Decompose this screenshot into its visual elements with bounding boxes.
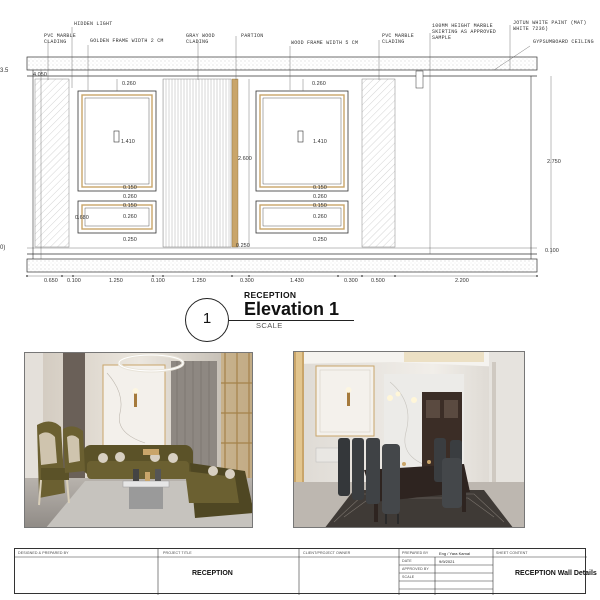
- dim-bottom-3: 0.100: [151, 278, 165, 284]
- gray-wood-cladding: [163, 79, 231, 247]
- callout-jotun-paint: JOTUN WHITE PAINT (MAT) WHITE 7236): [513, 20, 587, 32]
- dim-left-mid3: 0.150: [123, 203, 137, 209]
- view-caption: RECEPTION: [244, 290, 297, 300]
- dim-left-side: 0.680: [75, 215, 89, 221]
- date-value: 9/9/2021: [439, 559, 455, 564]
- dim-total-height: 2.750: [547, 159, 561, 165]
- view-title: Elevation 1: [244, 299, 340, 319]
- project-title: RECEPTION: [192, 570, 233, 577]
- dim-bottom-2: 1.250: [109, 278, 123, 284]
- dim-right-lower: 0.260: [313, 214, 327, 220]
- callout-skirting: 100MM HEIGHT MARBLE SKIRTING AS APPROVED SAMPLE: [432, 23, 497, 41]
- pvc-marble-right: [362, 79, 395, 247]
- dim-left-bottom: 0.250: [123, 237, 137, 243]
- right-wall-panel: [256, 91, 348, 233]
- callout-pvc-marble-left: PVC MARBLE CLADING: [44, 33, 77, 45]
- dim-left-center: 1.410: [121, 139, 135, 145]
- dim-right-mid3: 0.150: [313, 203, 327, 209]
- callout-gypsum-ceiling: GYPSUMBOARD CEILING: [533, 39, 594, 45]
- approved-label: APPROVED BY: [402, 567, 429, 571]
- client-label: CLIENT/PROJECT OWNER: [303, 551, 351, 555]
- dim-left-lower: 0.260: [123, 214, 137, 220]
- designed-label: DESIGNED & PREPARED BY: [18, 551, 69, 555]
- dim-right-mid1: 0.150: [313, 185, 327, 191]
- title-block: [14, 548, 597, 594]
- callout-wood-frame: WOOD FRAME WIDTH 5 CM: [291, 40, 359, 46]
- level-bottom: 0): [0, 245, 6, 251]
- callout-partion: PARTION: [241, 33, 264, 39]
- dim-left-top: 0.260: [122, 81, 136, 87]
- dim-left-mid2: 0.260: [123, 194, 137, 200]
- dim-bottom-4: 1.250: [192, 278, 206, 284]
- date-label: DATE: [402, 559, 412, 563]
- ceiling-slab: [27, 57, 537, 70]
- callout-pvc-marble-right: PVC MARBLE CLADING: [382, 33, 415, 45]
- dining-room-render: [293, 351, 525, 528]
- scale-label: SCALE: [402, 575, 415, 579]
- view-number: 1: [202, 310, 212, 327]
- dim-bottom-5: 0.300: [240, 278, 254, 284]
- prepared-label: PREPARED BY: [402, 551, 429, 555]
- living-room-render: [24, 352, 253, 528]
- pvc-marble-left: [35, 79, 69, 247]
- dim-left-mid1: 0.150: [123, 185, 137, 191]
- sheet-content-label: SHEET CONTENT: [496, 551, 528, 555]
- dim-right-mid2: 0.260: [313, 194, 327, 200]
- dim-right-bottom: 0.250: [313, 237, 327, 243]
- dim-right-center: 1.410: [313, 139, 327, 145]
- floor-slab: [27, 259, 537, 272]
- dim-bottom-0: 0.650: [44, 278, 58, 284]
- callout-hidden-light: HIDDEN LIGHT: [74, 21, 113, 27]
- level-top-value: 4.050: [33, 72, 47, 78]
- project-title-label: PROJECT TITLE: [163, 551, 192, 555]
- level-top: 3.5: [0, 68, 9, 74]
- callout-golden-frame: GOLDEN FRAME WIDTH 2 CM: [90, 38, 164, 44]
- dim-bottom-8: 0.500: [371, 278, 385, 284]
- view-title-underline: [229, 320, 354, 321]
- dim-partition-bottom: 0.250: [236, 243, 250, 249]
- dim-bottom-6: 1.430: [290, 278, 304, 284]
- prepared-value: Eng / Yara Kamal: [439, 551, 470, 556]
- partition: [232, 79, 238, 247]
- dim-bottom-1: 0.100: [67, 278, 81, 284]
- sheet-content: RECEPTION Wall Details: [515, 570, 597, 577]
- dim-bottom-7: 0.300: [344, 278, 358, 284]
- dim-right-top: 0.260: [312, 81, 326, 87]
- left-wall-panel: [78, 91, 156, 233]
- dim-bottom-9: 2.200: [455, 278, 469, 284]
- callout-gray-wood: GRAY WOOD CLADING: [186, 33, 215, 45]
- dim-floor-gap: 0.100: [545, 248, 559, 254]
- view-scale: SCALE: [256, 321, 283, 330]
- dim-partition-height: 2.600: [238, 156, 252, 162]
